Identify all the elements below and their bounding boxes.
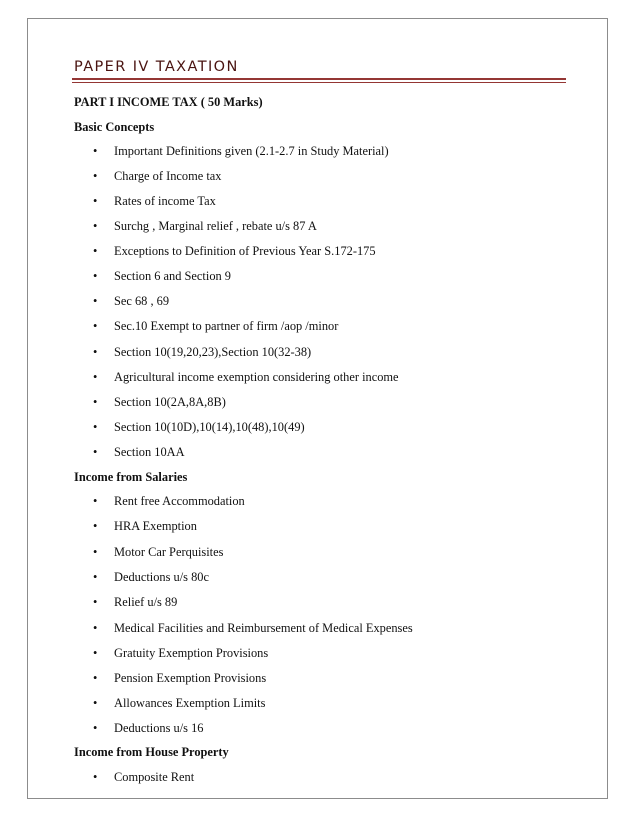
list-item: Charge of Income tax [114, 169, 222, 183]
list-item: Deductions u/s 80c [114, 570, 209, 584]
bullet-icon: • [93, 370, 98, 384]
section-heading-basic-concepts: Basic Concepts [74, 120, 155, 134]
list-item: Allowances Exemption Limits [114, 696, 266, 710]
part-heading: PART I INCOME TAX ( 50 Marks) [74, 95, 263, 109]
bullet-icon: • [93, 269, 98, 283]
list-item: Section 10(10D),10(14),10(48),10(49) [114, 420, 305, 434]
title-underline [72, 78, 566, 80]
list-item: Rates of income Tax [114, 194, 216, 208]
bullet-icon: • [93, 169, 98, 183]
bullet-icon: • [93, 144, 98, 158]
bullet-icon: • [93, 420, 98, 434]
bullet-icon: • [93, 445, 98, 459]
bullet-icon: • [93, 345, 98, 359]
list-item: Deductions u/s 16 [114, 721, 204, 735]
bullet-icon: • [93, 545, 98, 559]
title-underline-thin [72, 82, 566, 83]
list-item: Section 10(2A,8A,8B) [114, 395, 226, 409]
list-item: Rent free Accommodation [114, 494, 245, 508]
bullet-icon: • [93, 595, 98, 609]
list-item: Sec.10 Exempt to partner of firm /aop /minor [114, 319, 339, 333]
bullet-icon: • [93, 570, 98, 584]
list-item: Pension Exemption Provisions [114, 671, 267, 685]
list-item: Motor Car Perquisites [114, 545, 224, 559]
list-item: Section 10AA [114, 445, 185, 459]
list-item: Gratuity Exemption Provisions [114, 646, 269, 660]
bullet-icon: • [93, 319, 98, 333]
bullet-icon: • [93, 395, 98, 409]
list-item: Section 10(19,20,23),Section 10(32-38) [114, 345, 312, 359]
list-item: Exceptions to Definition of Previous Year S.172-175 [114, 244, 376, 258]
bullet-icon: • [93, 621, 98, 635]
bullet-icon: • [93, 646, 98, 660]
list-item: Section 6 and Section 9 [114, 269, 232, 283]
list-item: Relief u/s 89 [114, 595, 178, 609]
list-item: Agricultural income exemption considering other income [114, 370, 399, 384]
list-item: Sec 68 , 69 [114, 294, 170, 308]
bullet-icon: • [93, 294, 98, 308]
bullet-icon: • [93, 696, 98, 710]
list-item: Surchg , Marginal relief , rebate u/s 87 A [114, 219, 317, 233]
section-heading-income-from-salaries: Income from Salaries [74, 470, 188, 484]
bullet-icon: • [93, 194, 98, 208]
list-item: Composite Rent [114, 770, 195, 784]
bullet-icon: • [93, 519, 98, 533]
bullet-icon: • [93, 721, 98, 735]
list-item: Medical Facilities and Reimbursement of Medical Expenses [114, 621, 413, 635]
section-heading-income-from-house-property: Income from House Property [74, 745, 229, 759]
bullet-icon: • [93, 219, 98, 233]
bullet-icon: • [93, 770, 98, 784]
list-item: HRA Exemption [114, 519, 197, 533]
bullet-icon: • [93, 494, 98, 508]
list-item: Important Definitions given (2.1-2.7 in Study Material) [114, 144, 389, 158]
bullet-icon: • [93, 671, 98, 685]
document-title: PAPER IV TAXATION [74, 59, 239, 75]
bullet-icon: • [93, 244, 98, 258]
